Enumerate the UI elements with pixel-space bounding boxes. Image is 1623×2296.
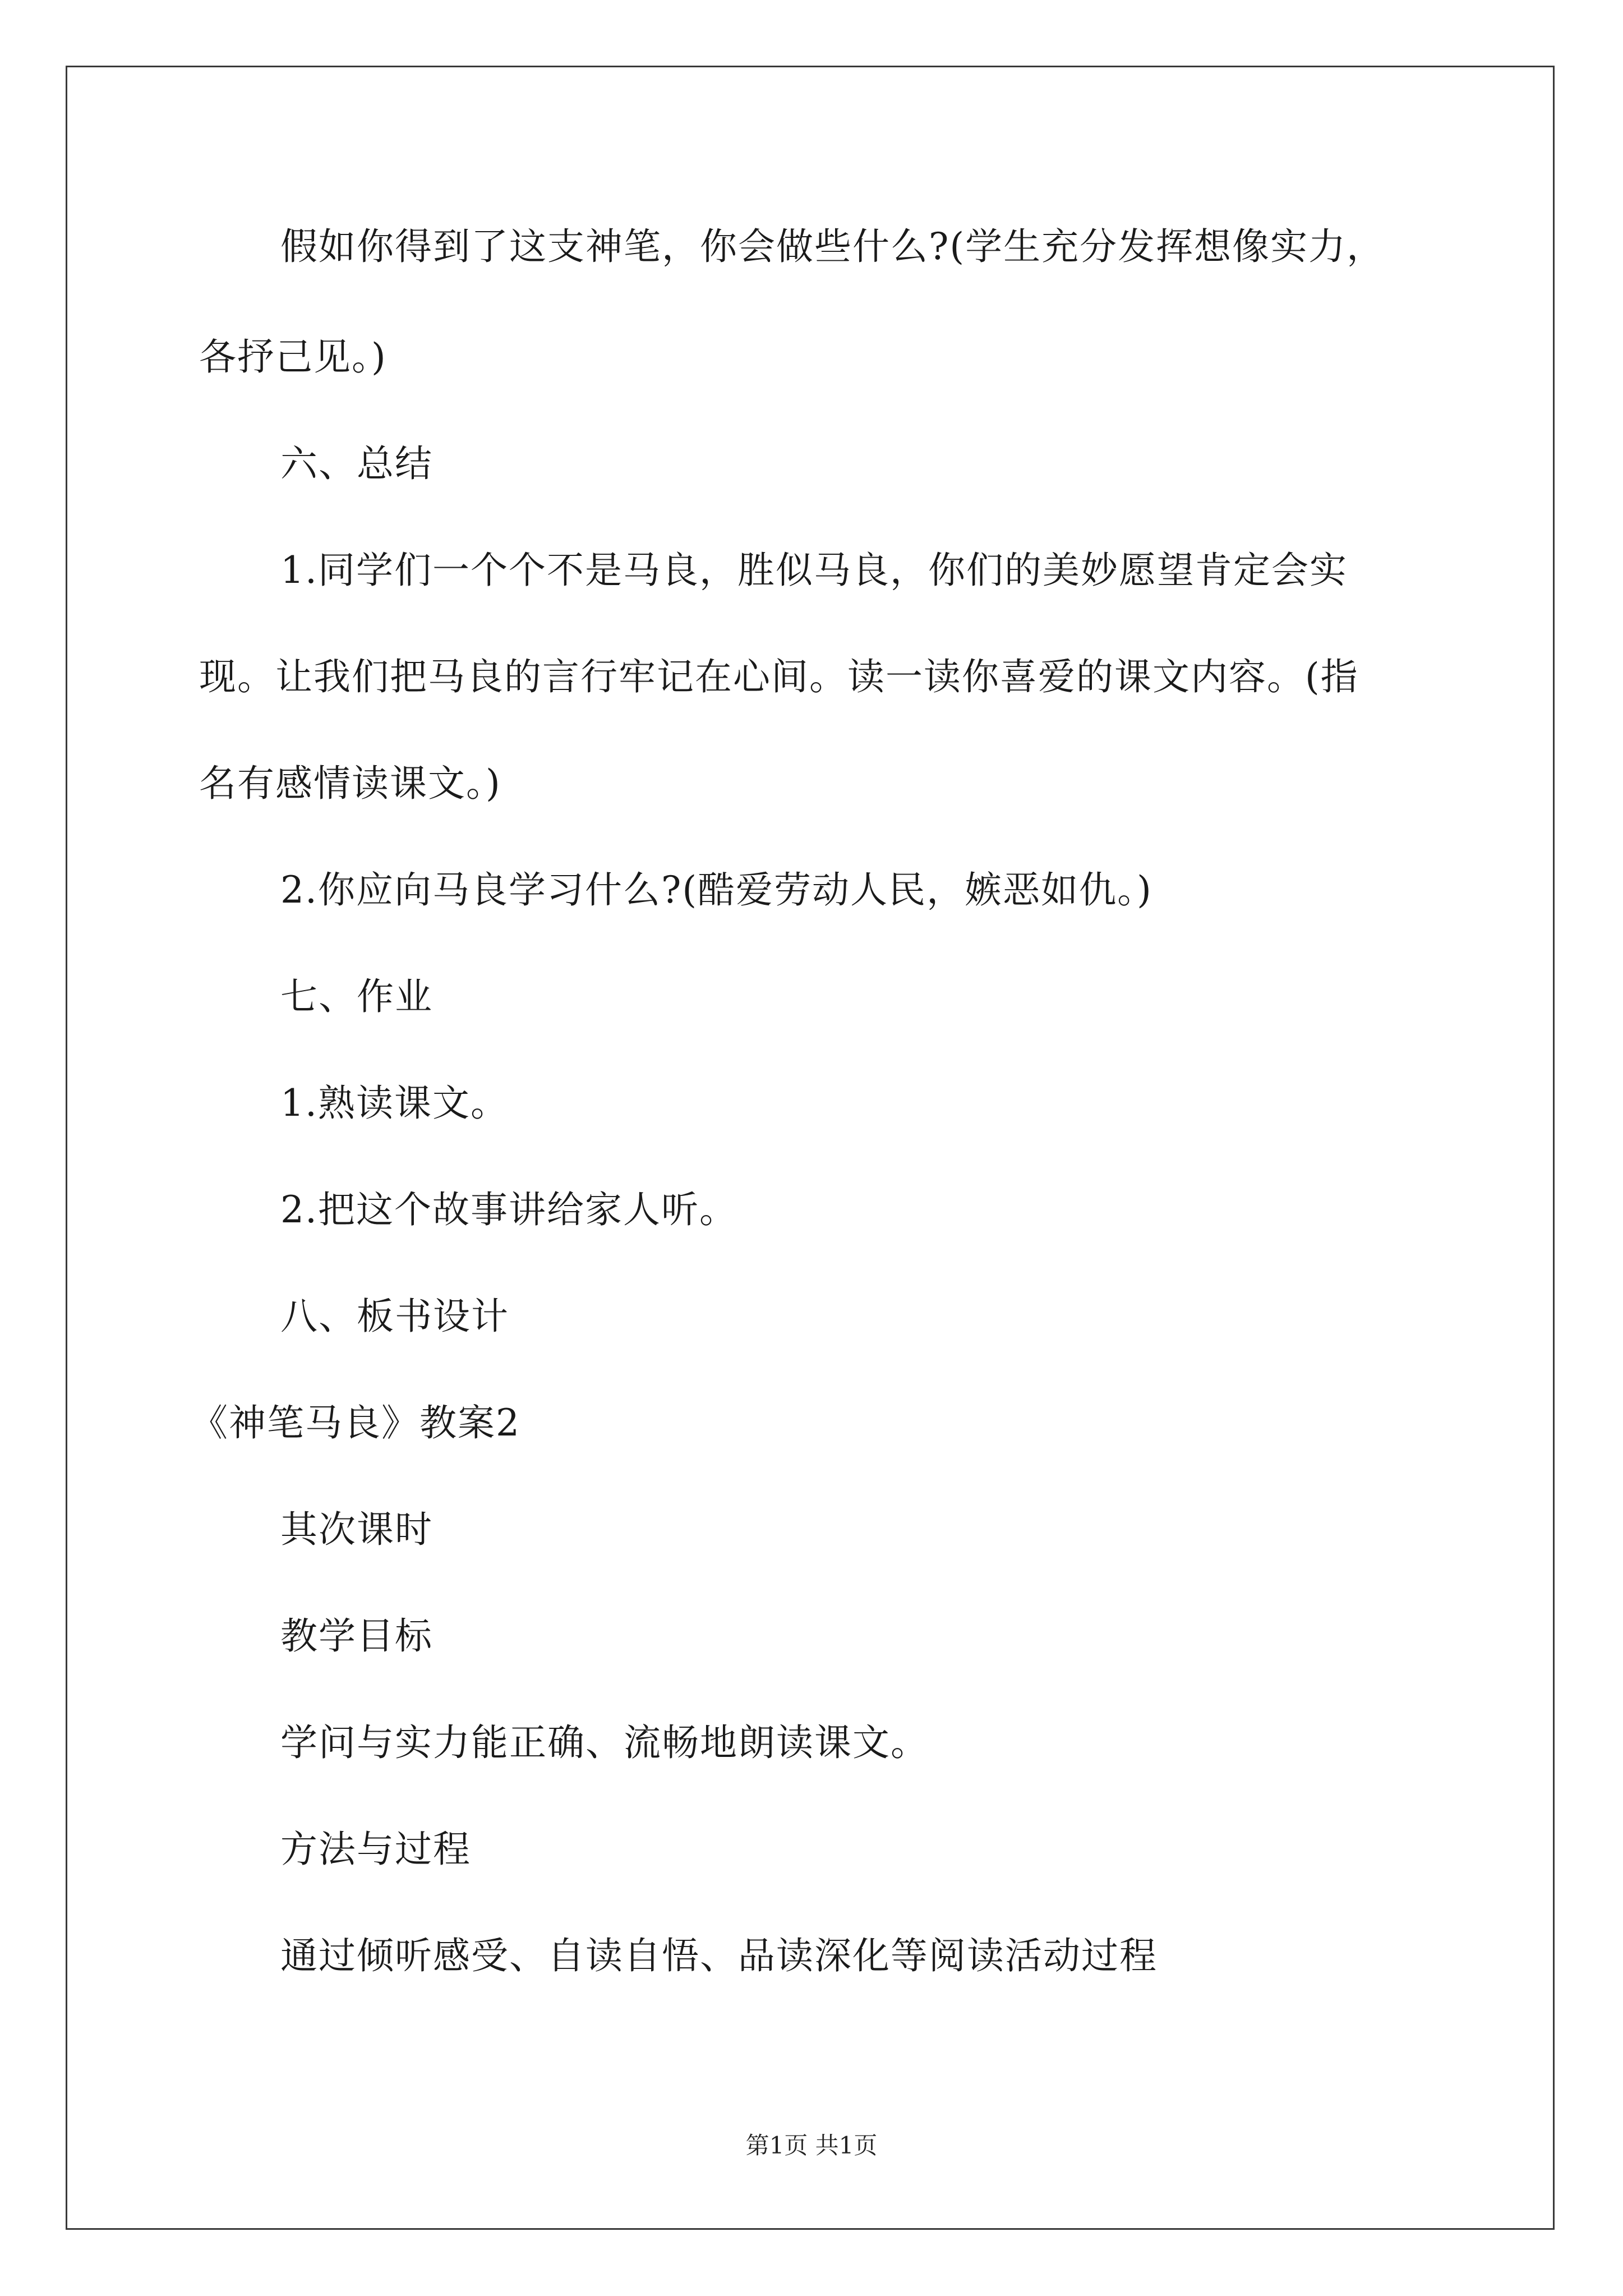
section-heading-summary: 六、总结 [280, 442, 433, 485]
section-heading-method-process: 方法与过程 [280, 1828, 471, 1871]
lesson-plan-title: 《神笔马良》教案2 [191, 1401, 520, 1444]
page-border [66, 66, 1555, 2230]
paragraph-line-second-lesson: 其次课时 [280, 1508, 433, 1551]
paragraph-line-knowledge-ability: 学问与实力能正确、流畅地朗读课文。 [280, 1721, 929, 1764]
section-heading-homework: 七、作业 [280, 975, 433, 1018]
section-heading-teaching-goals: 教学目标 [280, 1614, 433, 1658]
paragraph-line-continuation: 各抒己见。) [199, 335, 387, 379]
paragraph-line-summary-1: 1.同学们一个个不是马良，胜似马良，你们的美妙愿望肯定会实 [280, 549, 1348, 592]
paragraph-line-summary-2: 2.你应向马良学习什么?(酷爱劳动人民，嫉恶如仇。) [280, 868, 1152, 912]
paragraph-line-imagine: 假如你得到了这支神笔，你会做些什么?(学生充分发挥想像实力， [280, 225, 1385, 268]
paragraph-line-homework-1: 1.熟读课文。 [280, 1082, 509, 1125]
paragraph-line-summary-1-end: 名有感情读课文。) [199, 762, 501, 805]
page-number-footer: 第1页 共1页 [745, 2132, 878, 2159]
paragraph-line-homework-2: 2.把这个故事讲给家人听。 [280, 1188, 737, 1231]
paragraph-line-summary-1-cont: 现。让我们把马良的言行牢记在心间。读一读你喜爱的课文内容。(指 [199, 655, 1359, 698]
section-heading-board-design: 八、板书设计 [280, 1295, 509, 1338]
paragraph-line-method-process: 通过倾听感受、自读自悟、品读深化等阅读活动过程 [280, 1934, 1158, 1977]
